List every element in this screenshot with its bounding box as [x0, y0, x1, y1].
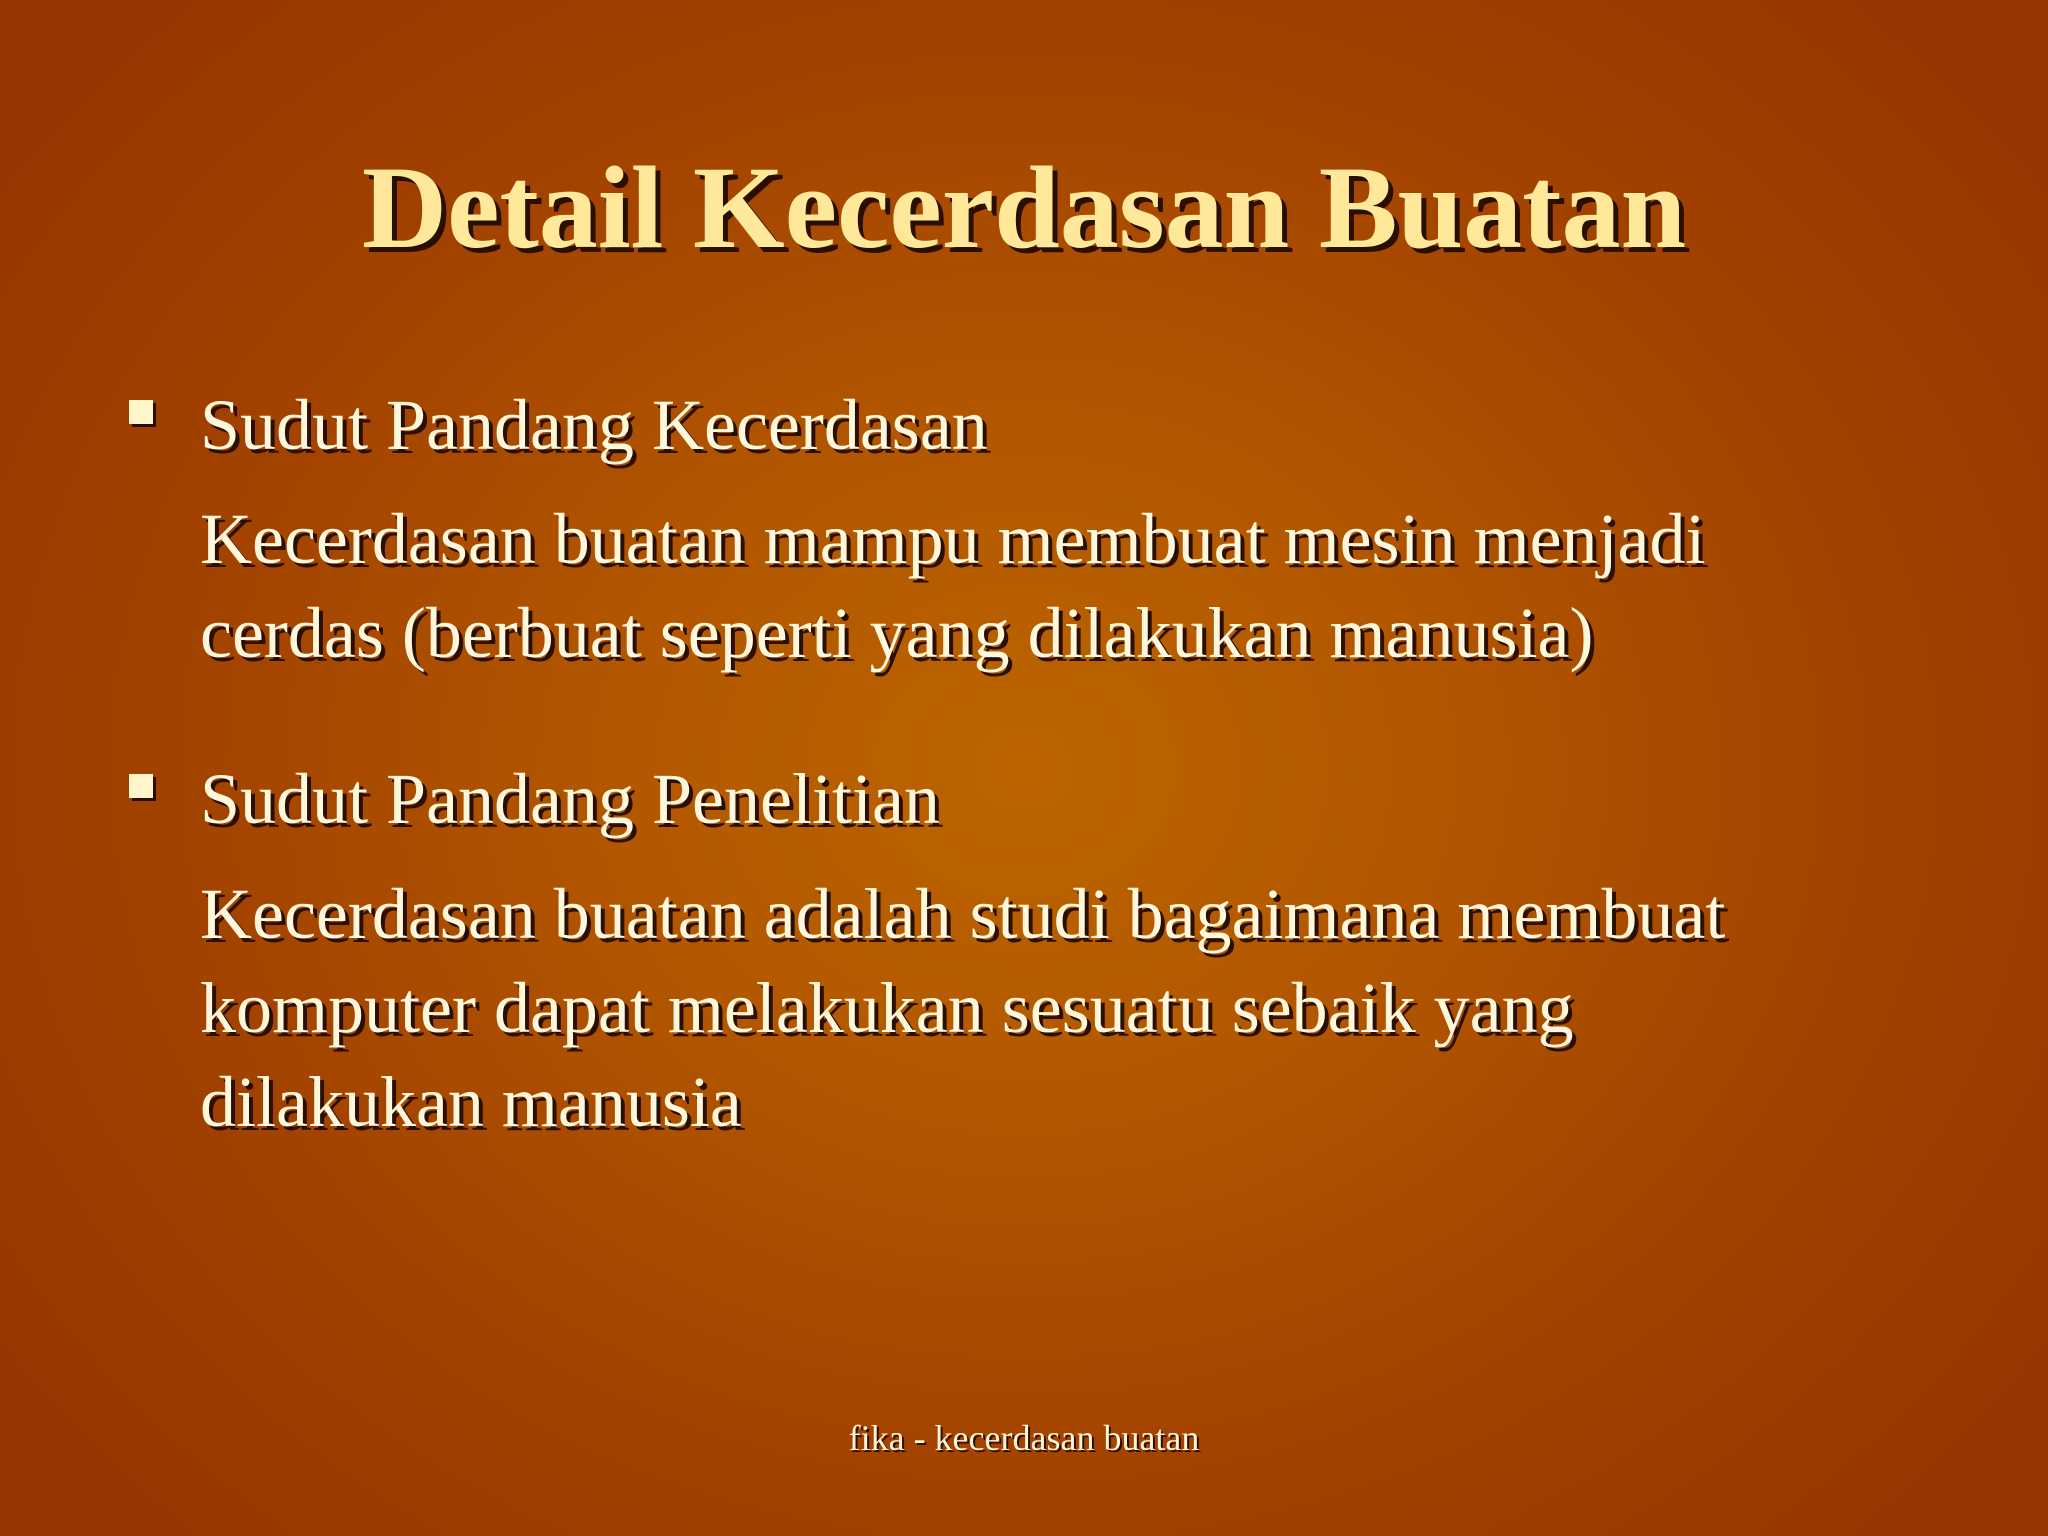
bullet-description	[200, 492, 1706, 680]
bullet-heading: Sudut Pandang Kecerdasan	[200, 385, 988, 465]
slide-title: Detail Kecerdasan Buatan	[361, 142, 1687, 273]
description-line: Kecerdasan buatan adalah studi bagaimana membuat	[200, 874, 1726, 954]
bullet-heading: Sudut Pandang Penelitian	[200, 759, 940, 839]
bullet-description	[200, 867, 1725, 1149]
description-line: cerdas (berbuat seperti yang dilakukan manusia)	[200, 593, 1594, 673]
description-line: komputer dapat melakukan sesuatu sebaik yang	[200, 968, 1574, 1048]
square-bullet-icon	[129, 774, 153, 798]
slide-footer: fika - kecerdasan buatan	[848, 1418, 1200, 1458]
description-line: Kecerdasan buatan mampu membuat mesin menjadi	[200, 499, 1706, 579]
description-line: dilakukan manusia	[200, 1062, 742, 1142]
square-bullet-icon	[129, 400, 153, 424]
